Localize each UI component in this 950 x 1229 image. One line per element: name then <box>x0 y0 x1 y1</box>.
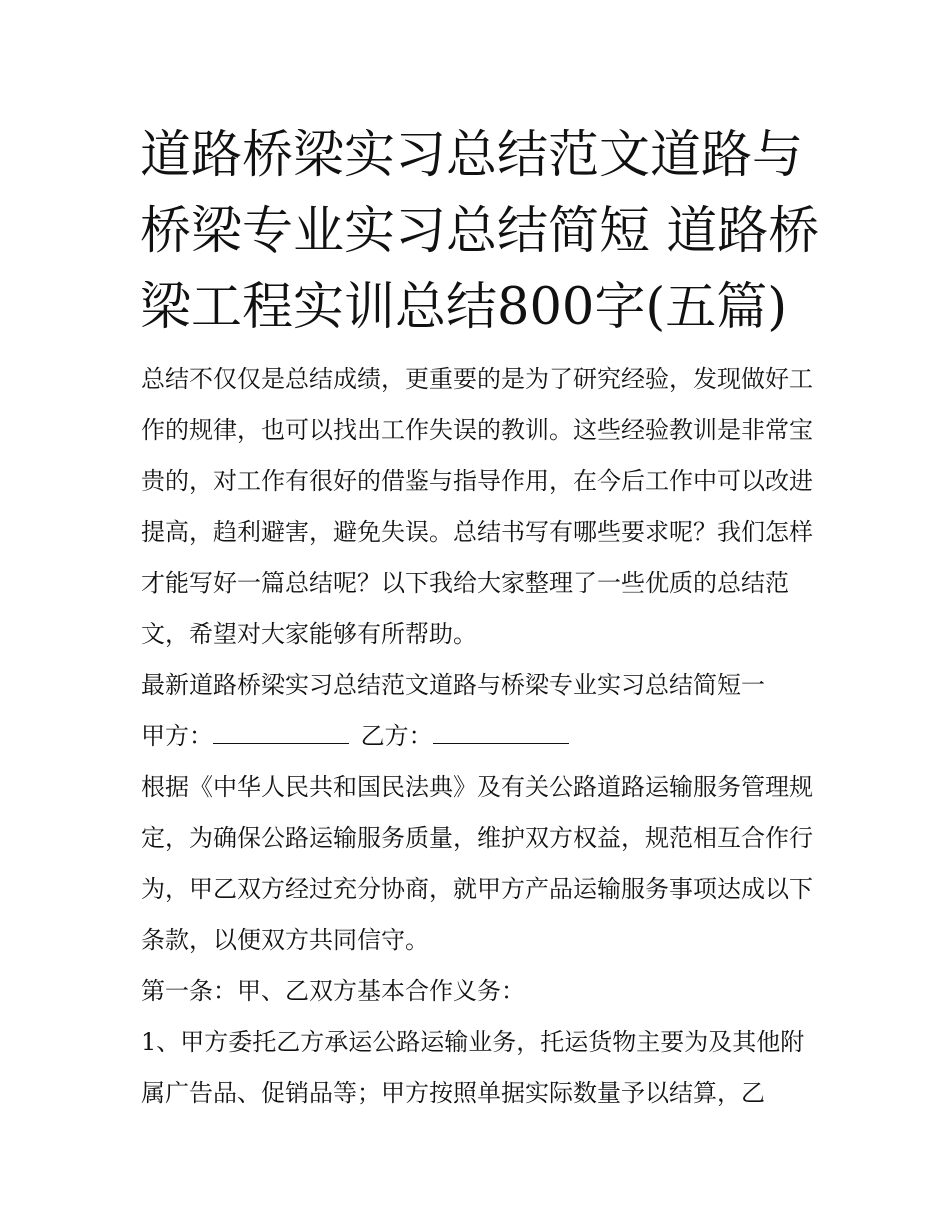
party-a-label: 甲方： <box>141 722 213 750</box>
intro-paragraph: 总结不仅仅是总结成绩，更重要的是为了研究经验，发现做好工作的规律，也可以找出工作失误的教训。这些经验教训是非常宝贵的，对工作有很好的借鉴与指导作用，在今后工作中可以改进提高，趋利避害，避免失误。总结书写有哪些要求呢？我们怎样才能写好一篇总结呢？以下我给大家整理了一些优质的总结范文，希望对大家能够有所帮助。 <box>141 365 813 648</box>
document-title: 道路桥梁实习总结范文道路与桥梁专业实习总结简短 道路桥梁工程实训总结800字(五篇) <box>140 126 820 337</box>
party-b-blank <box>433 721 569 744</box>
document-body <box>141 354 821 1119</box>
article-one-clause-1: 1、甲方委托乙方承运公路运输业务，托运货物主要为及其他附属广告品、促销品等；甲方按照单据实际数量予以结算，乙 <box>141 1028 805 1107</box>
party-b-label: 乙方： <box>360 722 433 750</box>
section-heading: 最新道路桥梁实习总结范文道路与桥梁专业实习总结简短一 <box>141 671 765 699</box>
party-a-blank <box>213 721 349 744</box>
contract-preamble: 根据《中华人民共和国民法典》及有关公路道路运输服务管理规定，为确保公路运输服务质量，维护双方权益，规范相互合作行为，甲乙双方经过充分协商，就甲方产品运输服务事项达成以下条款，以便双方共同信守。 <box>141 773 813 954</box>
article-one-heading: 第一条：甲、乙双方基本合作义务： <box>141 977 525 1005</box>
parties-line <box>141 711 821 762</box>
